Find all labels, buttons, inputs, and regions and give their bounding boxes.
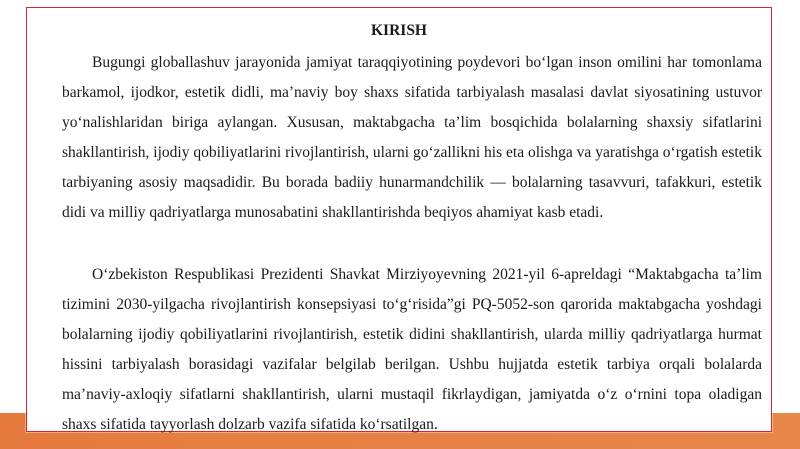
text-frame (26, 7, 772, 432)
page-title: KIRISH (371, 22, 427, 39)
paragraph-decree: O‘zbekiston Respublikasi Prezidenti Shavkat Mirziyoyevning 2021-yil 6-apreldagi “Maktabgacha ta’lim tizimini 2030-yilgacha rivojlantirish konsepsiyasi to‘g‘risida”gi PQ-5052-son qarorida maktabgacha yoshdagi bolalarning ijodiy qobiliyatlarini rivojlantirish, estetik didini shakllantirish, ularda milliy qadriyatlarga hurmat hissini tarbiyalash borasidagi vazifalar belgilab berilgan. Ushbu hujjatda estetik tarbiya orqali bolalarda ma’naviy-axloqiy sifatlarni shakllantirish, ularni mustaqil fikrlaydigan, jamiyatda o‘z o‘rnini topa oladigan shaxs sifatida tayyorlash dolzarb vazifa sifatida ko‘rsatilgan. (62, 266, 762, 434)
paragraph-intro: Bugungi globallashuv jarayonida jamiyat taraqqiyotining poydevori bo‘lgan inson omilini har tomonlama barkamol, ijodkor, estetik didli, ma’naviy boy shaxs sifatida tarbiyalash masalasi davlat siyosatining ustuvor yo‘nalishlaridan biriga aylangan. Xususan, maktabgacha ta’lim bosqichida bolalarning shaxsiy sifatlarini shakllantirish, ijodiy qobiliyatlarini rivojlantirish, ularni go‘zallikni his eta olishga va yaratishga o‘rgatish estetik tarbiyaning asosiy maqsadidir. Bu borada badiiy hunarmandchilik — bolalarning tasavvuri, tafakkuri, estetik didi va milliy qadriyatlarga munosabatini shakllantirishda beqiyos ahamiyat kasb etadi. (62, 54, 762, 222)
